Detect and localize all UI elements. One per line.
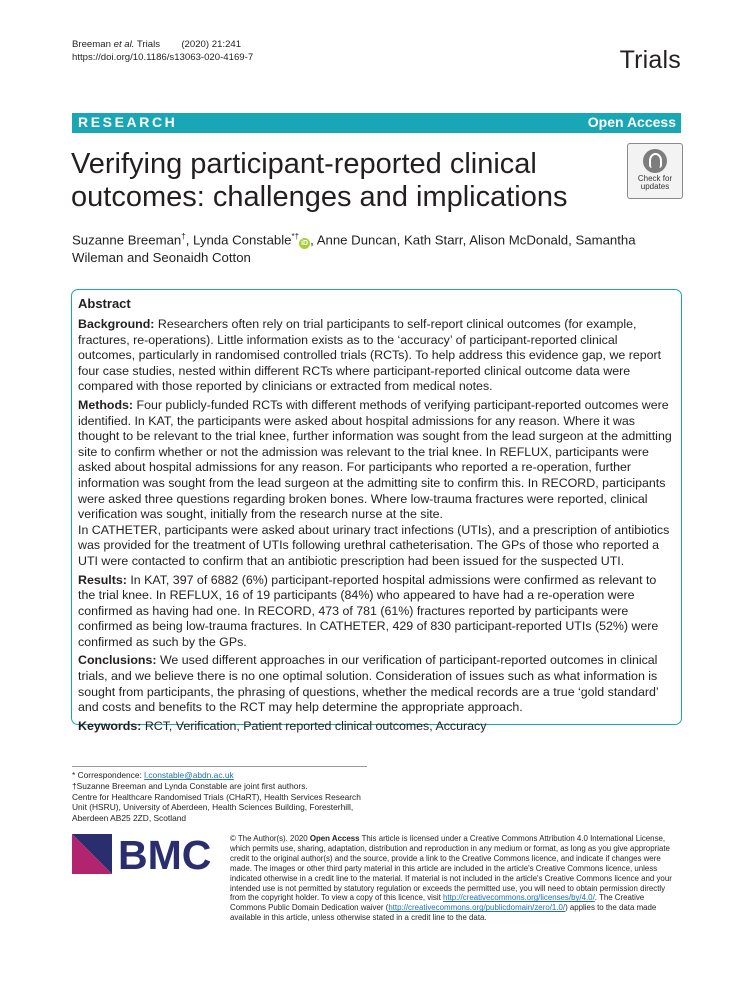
license-body-2: . The Creative Commons Public Domain Dedication waiver ( xyxy=(230,893,645,913)
badge-line1: Check for xyxy=(637,174,673,183)
correspondence-email-link[interactable]: l.constable@abdn.ac.uk xyxy=(144,770,234,780)
research-banner xyxy=(72,113,681,133)
license-statement xyxy=(230,834,682,923)
footnotes xyxy=(72,770,372,824)
badge-line2: updates xyxy=(640,182,670,191)
correspondence-label: * Correspondence: xyxy=(72,770,142,780)
author-1: Suzanne Breeman xyxy=(72,232,182,248)
results-section xyxy=(78,573,676,651)
abstract-heading: Abstract xyxy=(78,296,131,311)
footnote-divider xyxy=(72,766,367,767)
orcid-icon[interactable]: iD xyxy=(301,240,309,248)
methods-section xyxy=(78,398,676,523)
header-doi[interactable]: https://doi.org/10.1186/s13063-020-4169-7 xyxy=(72,52,254,63)
conclusions-section xyxy=(78,653,676,715)
author-1-sup: † xyxy=(181,232,186,241)
author-2: Lynda Constable xyxy=(193,232,292,248)
header-authors: Breeman xyxy=(72,39,111,50)
background-label: Background: xyxy=(78,317,155,331)
article-title: Verifying participant-reported clinical outcomes: challenges and implications xyxy=(71,148,568,213)
bmc-logo-graphic xyxy=(72,834,212,874)
bookmark-icon xyxy=(643,149,667,173)
keywords-section xyxy=(78,719,676,735)
copyright-text: © The Author(s). 2020 xyxy=(230,834,308,843)
background-text: Researchers often rely on trial participants to self-report clinical outcomes (for example, fractures, re-operations). Little information exists as to the ‘accuracy’ of participant-reported clinical outcomes, particularly in randomised controlled trials (RCTs). To help address this evidence gap, we report four case studies, nested within different RCTs where participant-reported clinical outcome data were compared with those reported by clinicians or extracted from medical notes. xyxy=(78,317,662,394)
keywords-label: Keywords: xyxy=(78,718,142,733)
license-body-3: ) applies to the data made available in this article, unless otherwise stated in a credit line to the data. xyxy=(230,903,657,923)
header-volume: (2020) 21:241 xyxy=(181,39,242,50)
journal-name: Trials xyxy=(619,46,681,74)
results-text: In KAT, 397 of 6882 (6%) participant-reported hospital admissions were confirmed as relevant to the trial knee. In REFLUX, 16 of 19 participants (84%) who appeared to have had a re-operation were confirmed as having had one. In RECORD, 473 of 781 (61%) fractures reported by participants were confirmed as being low-trauma fractures. In CATHETER, 429 of 830 participant-reported UTIs (52%) were confirmed as such by the GPs. xyxy=(78,572,659,649)
author-2-sup: *† xyxy=(291,232,300,241)
banner-label: RESEARCH xyxy=(78,114,178,130)
conclusions-label: Conclusions: xyxy=(78,653,157,668)
running-header xyxy=(72,38,253,64)
bmc-logo xyxy=(72,834,212,874)
bmc-logo-text: BMC xyxy=(118,834,212,874)
license-link-zero[interactable]: http://creativecommons.org/publicdomain/zero/1.0/ xyxy=(388,903,566,913)
check-for-updates-badge[interactable] xyxy=(627,143,683,199)
joint-authors-note: †Suzanne Breeman and Lynda Constable are joint first authors. xyxy=(72,780,308,791)
license-link-by[interactable]: http://creativecommons.org/licenses/by/4.0/ xyxy=(443,893,595,903)
conclusions-text: We used different approaches in our verification of participant-reported outcomes in clinical trials, and we believe there is no one optimal solution. Consideration of issues such as what information is sought from participants, the phrasing of questions, whether the medical records are a true ‘gold standard’ and costs and benefits to the RCT may help determine the appropriate approach. xyxy=(78,653,659,715)
header-et-al: et al. xyxy=(113,39,135,50)
authors-rest: Anne Duncan, Kath Starr, Alison McDonald, Samantha Wileman and Seonaidh Cotton xyxy=(72,232,636,266)
abstract-box xyxy=(71,289,682,733)
license-open-access: Open Access xyxy=(309,834,360,843)
license-body: This article is licensed under a Creative Commons Attribution 4.0 International License, which permits use, sharing, adaptation, distribution and reproduction in any medium or format, as long as you give appropriate credit to the original author(s) and the source, provide a link to the Creative Commons licence, and indicate if changes were made. The images or other third party material in this article are included in the article's Creative Commons licence, unless indicated otherwise in a credit line to the material. If material is not included in the article's Creative Commons licence and your intended use is not permitted by statutory regulation or exceeds the permitted use, you will need to obtain permission directly from the copyright holder. To view a copy of this licence, visit xyxy=(230,834,672,903)
keywords-text: RCT, Verification, Patient reported clinical outcomes, Accuracy xyxy=(144,718,487,733)
author-list: Suzanne Breeman†, Lynda Constable*†iD , Anne Duncan, Kath Starr, Alison McDonald, Samantha Wileman and Seonaidh Cotton xyxy=(72,232,636,266)
results-label: Results: xyxy=(78,572,127,587)
methods-text: Four publicly-funded RCTs with different methods of verifying participant-reported outcomes were identified. In KAT, the participants were asked about hospital admissions for any reason. Where it was thought to be relevant to the trial knee, further information was sought from the lead surgeon at the admitting site to confirm whether or not the admission was relevant to the trial knee. In REFLUX, participants were asked about hospital admissions for any reason. For participants who reported a re-operation, further information was sought from the lead surgeon at the admitting site to confirm this. In RECORD, participants were asked three questions regarding broken bones. Where low-trauma fractures were reported, clinical verification was sought, initially from the research nurse at the site. xyxy=(78,397,672,522)
affiliation: Centre for Healthcare Randomised Trials (CHaRT), Health Services Research Unit (HSRU), University of Aberdeen, Health Sciences Building, Foresterhill, Aberdeen AB25 2ZD, Scotland xyxy=(72,791,361,824)
open-access-label: Open Access xyxy=(587,114,676,130)
methods-section-2: In CATHETER, participants were asked about urinary tract infections (UTIs), and a prescription of antibiotics was provided for the treatment of UTIs following urethral catheterisation. The GPs of those who reported a UTI were contacted to confirm that an antibiotic prescription had been issued for the suspected UTI. xyxy=(78,522,670,568)
background-section xyxy=(78,317,676,395)
methods-label: Methods: xyxy=(78,397,134,412)
header-journal-short: Trials xyxy=(136,39,161,50)
